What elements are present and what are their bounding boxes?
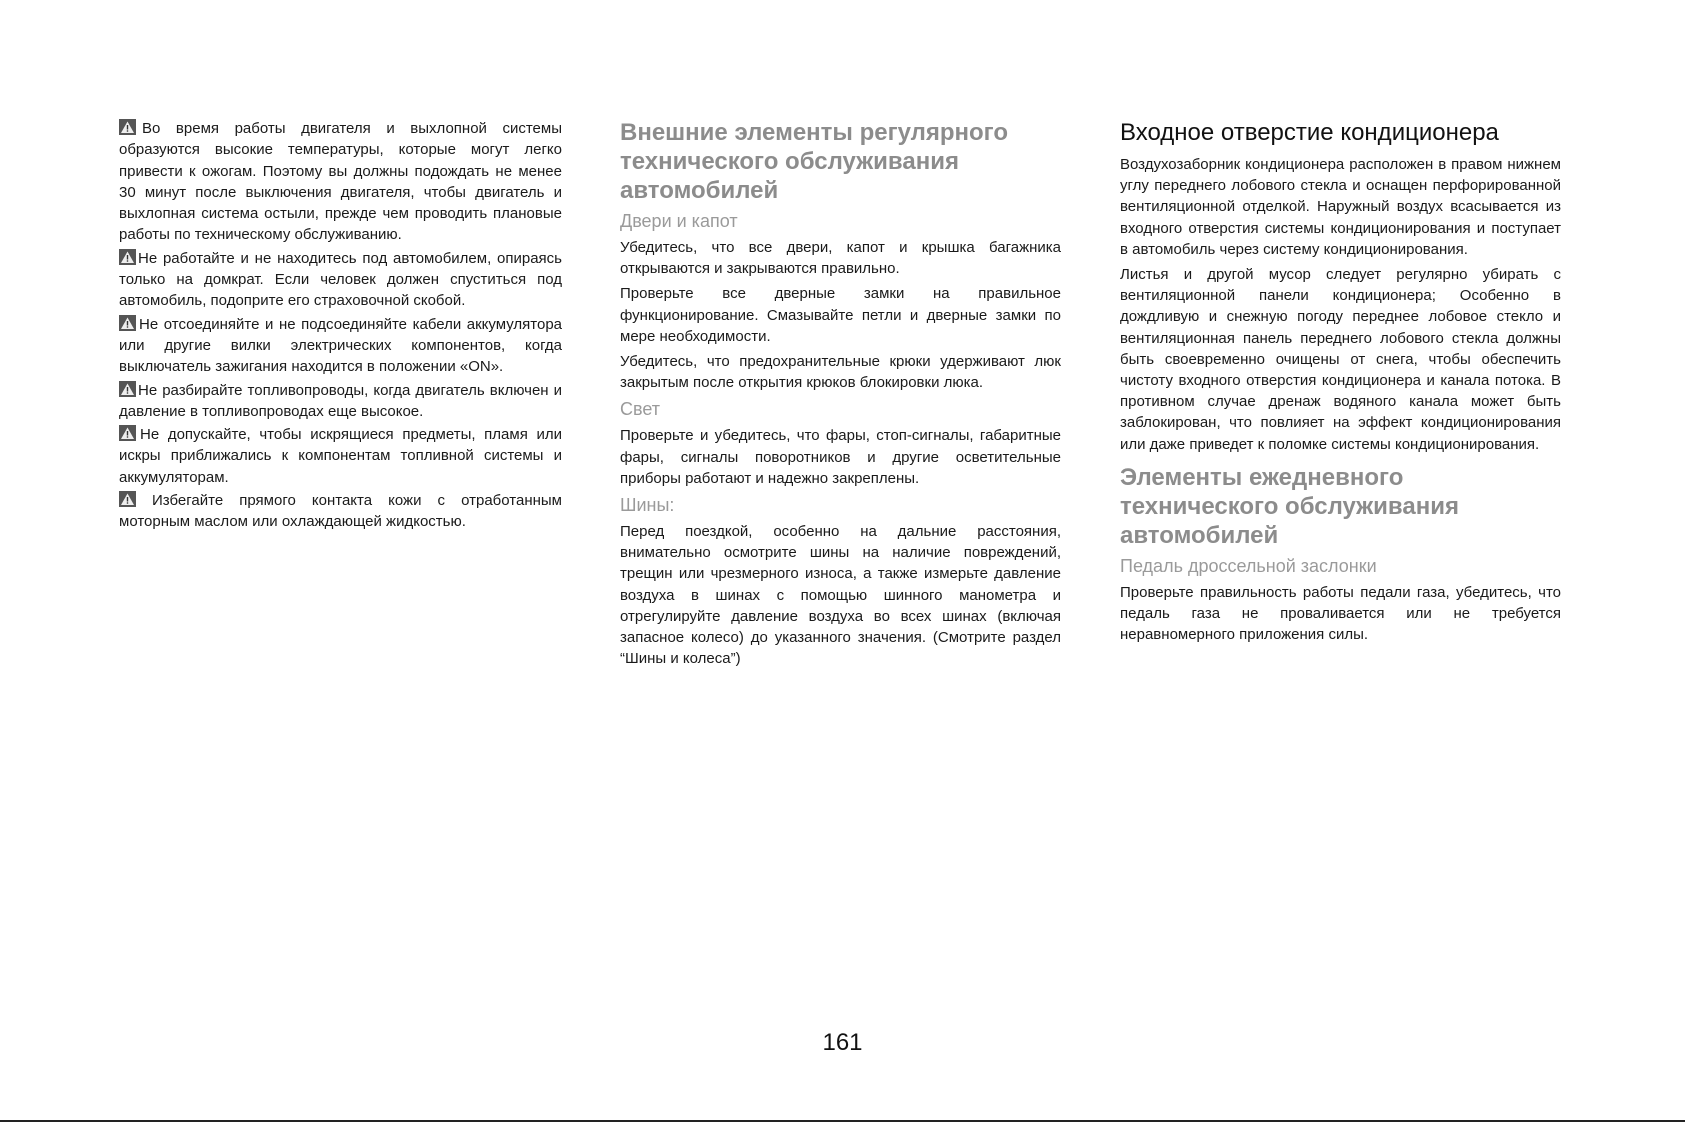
right-column: [1120, 118, 1561, 649]
throttle-pedal-paragraph: Проверьте правильность работы педали газа, убедитесь, что педаль газа не проваливается или не требуется неравномерного приложения силы.: [1120, 583, 1561, 644]
subheading-light: Свет: [620, 399, 661, 420]
light-paragraph: Проверьте и убедитесь, что фары, стоп-сигналы, габаритные фары, сигналы поворотников и другие осветительные приборы работают и надежно закреплены.: [620, 427, 1061, 487]
warning-skin-contact: Избегайте прямого контакта кожи с отработанным моторным маслом или охлаждающей жидкостью.: [119, 492, 562, 531]
warning-icon: [119, 119, 136, 135]
page-number: 161: [822, 1029, 863, 1056]
warning-jack: Не работайте и не находитесь под автомобилем, опираясь только на домкрат. Если человек должен спуститься под автомобиль, подоприте его страховочной скобой.: [119, 249, 562, 310]
left-column: [119, 118, 562, 535]
warning-fuel-lines: Не разбирайте топливопроводы, когда двигатель включен и давление в топливопроводах еще высокое.: [119, 381, 562, 420]
subheading-doors-hood: Двери и капот: [620, 211, 738, 231]
subheading-tires: Шины:: [620, 495, 675, 516]
warning-icon: [119, 491, 136, 507]
section-title-external-maintenance: Внешние элементы регулярного технического обслуживания автомобилей: [620, 119, 1009, 204]
bottom-rule: [0, 1120, 1685, 1122]
doors-paragraph-2: Проверьте все дверные замки на правильное функционирование. Смазывайте петли и дверные замки по мере необходимости.: [620, 285, 1061, 345]
doors-paragraph-1: Убедитесь, что все двери, капот и крышка багажника открываются и закрываются правильно.: [620, 239, 1061, 278]
tires-paragraph: Перед поездкой, особенно на дальние расстояния, внимательно осмотрите шины на наличие повреждений, трещин или чрезмерного износа, а также измерьте давление воздуха в шинах с помощью шинного манометра и отрегулируйте давление воздуха во всех шинах (включая запасное колесо) до указанного значения. (Смотрите раздел “Шины и колеса”): [620, 523, 1061, 668]
warning-battery: Не отсоединяйте и не подсоединяйте кабели аккумулятора или другие вилки электрических компонентов, когда выключатель зажигания находится в положении «ON».: [119, 315, 562, 376]
warning-icon: [119, 381, 136, 397]
warning-icon: [119, 249, 136, 265]
section-title-daily-maintenance: Элементы ежедневного технического обслуживания автомобилей: [1120, 463, 1459, 549]
middle-column: [620, 118, 1061, 673]
ac-inlet-paragraph-2: Листья и другой мусор следует регулярно убирать с вентиляционной панели кондиционера; Особенно в дождливую и снежную погоду переднее лобовое стекло и вентиляционная панель переднего лобового стекла должны быть своевременно очищены от снега, чтобы обеспечить чистоту входного отверстия кондиционера и канала потока. В противном случае дренаж водяного канала может быть заблокирован, что повлияет на эффект кондиционирования или даже приведет к поломке системы кондиционирования.: [1120, 266, 1561, 453]
doors-paragraph-3: Убедитесь, что предохранительные крюки удерживают люк закрытым после открытия крюков блокировки люка.: [620, 353, 1061, 392]
warning-sparks: Не допускайте, чтобы искрящиеся предметы, пламя или искры приближались к компонентам топливной системы и аккумуляторам.: [119, 426, 562, 486]
warning-engine-heat: Во время работы двигателя и выхлопной системы образуются высокие температуры, которые могут легко привести к ожогам. Поэтому вы должны подождать не менее 30 минут после выключения двигателя, чтобы двигатель и выхлопная система остыли, прежде чем проводить плановые работы по техническому обслуживанию.: [119, 120, 562, 244]
section-title-ac-inlet: Входное отверстие кондиционера: [1120, 119, 1499, 146]
warning-icon: [119, 315, 136, 331]
ac-inlet-paragraph-1: Воздухозаборник кондиционера расположен в правом нижнем углу переднего лобового стекла и оснащен перфорированной вентиляционной отделкой. Наружный воздух всасывается из входного отверстия системы кондиционирования и поступает в автомобиль через систему кондиционирования.: [1120, 156, 1561, 258]
warning-icon: [119, 425, 136, 441]
subheading-throttle-pedal: Педаль дроссельной заслонки: [1120, 555, 1377, 576]
